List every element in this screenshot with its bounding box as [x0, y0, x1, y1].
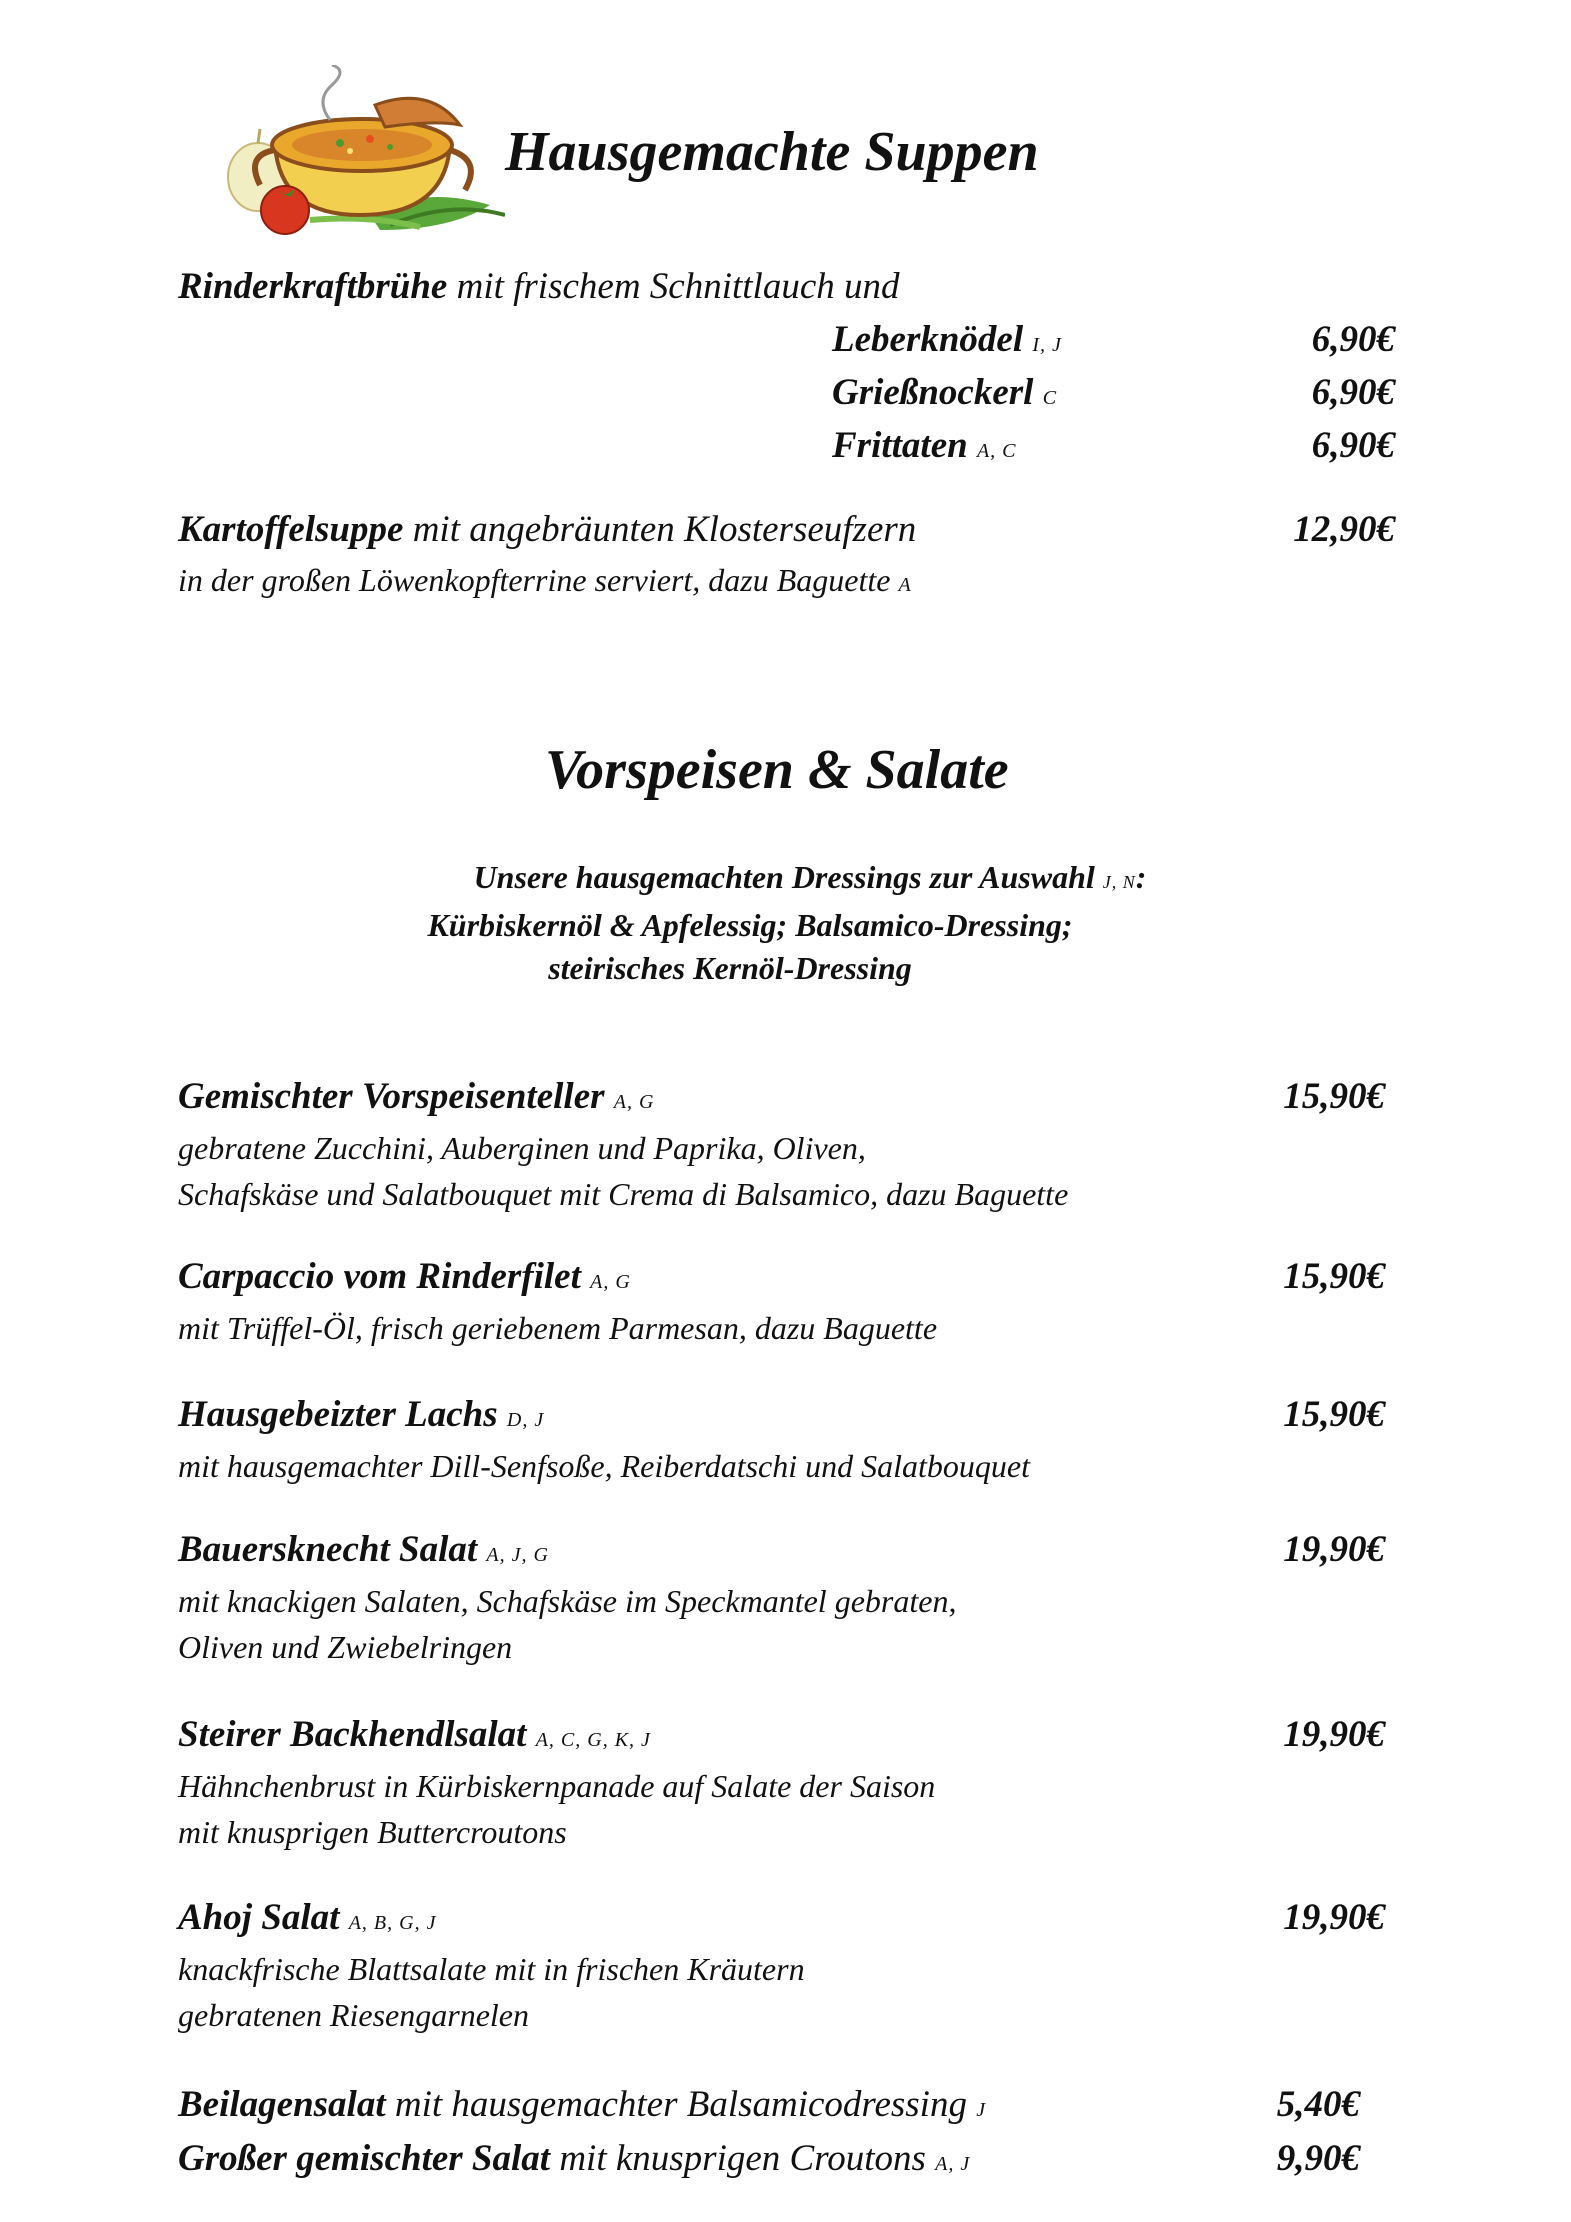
menu-item-kartoffelsuppe — [178, 508, 916, 551]
variant-name: Leberknödel — [832, 319, 1024, 360]
description-line: Oliven und Zwiebelringen — [178, 1629, 513, 1665]
price-griessnockerl: 6,90€ — [1311, 372, 1395, 413]
price-vorspeisenteller: 15,90€ — [1283, 1076, 1385, 1117]
price-lachs: 15,90€ — [1283, 1394, 1385, 1435]
item-name: Großer gemischter Salat — [178, 2138, 551, 2179]
description-line: Schafskäse und Salatbouquet mit Crema di Balsamico, dazu Baguette — [178, 1176, 1069, 1212]
allergen-codes: A, C — [976, 440, 1017, 462]
allergen-codes: J, N — [1102, 872, 1136, 892]
allergen-codes: A — [898, 574, 912, 596]
soup-pot-illustration — [220, 65, 505, 240]
item-name: Carpaccio vom Rinderfilet — [178, 1256, 581, 1297]
allergen-codes: A, J, G — [486, 1544, 549, 1566]
menu-item-rinderkraftbruehe — [178, 265, 900, 308]
section-title-vorspeisen: Vorspeisen & Salate — [545, 739, 1009, 801]
description-line: mit knusprigen Buttercroutons — [178, 1814, 567, 1850]
allergen-codes: A, G — [590, 1271, 631, 1293]
menu-item-vorspeisenteller — [178, 1075, 654, 1118]
dressings-line-2: Kürbiskernöl & Apfelessig; Balsamico-Dressing; — [427, 907, 1073, 943]
menu-item-ahoj-salat — [178, 1896, 436, 1939]
description-line: Hähnchenbrust in Kürbiskernpanade auf Salate der Saison — [178, 1768, 936, 1804]
menu-item-bauersknecht — [178, 1528, 549, 1571]
price-ahoj-salat: 19,90€ — [1283, 1897, 1385, 1938]
variant-name: Frittaten — [832, 425, 968, 466]
description-line: knackfrische Blattsalate mit in frischen Kräutern — [178, 1951, 805, 1987]
item-name: Ahoj Salat — [178, 1897, 340, 1938]
allergen-codes: C — [1042, 387, 1058, 409]
item-description: mit angebräunten Klosterseufzern — [403, 509, 917, 550]
description-line: gebratene Zucchini, Auberginen und Paprika, Oliven, — [178, 1130, 866, 1166]
price-frittaten: 6,90€ — [1311, 425, 1395, 466]
item-description-kartoffelsuppe — [178, 562, 912, 599]
item-name: Kartoffelsuppe — [178, 509, 404, 550]
dressings-note — [400, 856, 1220, 990]
price-leberknoedel: 6,90€ — [1311, 319, 1395, 360]
variant-griessnockerl — [832, 371, 1057, 414]
description-text: in der großen Löwenkopfterrine serviert, dazu Baguette — [178, 562, 891, 598]
dressings-heading: Unsere hausgemachten Dressings zur Auswahl — [473, 859, 1095, 895]
item-name: Hausgebeizter Lachs — [178, 1394, 498, 1435]
menu-item-beilagensalat — [178, 2083, 986, 2126]
dressings-line-3: steirisches Kernöl-Dressing — [548, 950, 912, 986]
allergen-codes: A, J — [935, 2153, 971, 2175]
item-name: Bauersknecht Salat — [178, 1529, 478, 1570]
item-description: mit knusprigen Croutons — [550, 2138, 926, 2179]
price-gemischter-salat: 9,90€ — [1276, 2138, 1360, 2179]
price-backhendlsalat: 19,90€ — [1283, 1714, 1385, 1755]
item-name: Rinderkraftbrühe — [178, 266, 448, 307]
item-description: mit frischem Schnittlauch und — [447, 266, 900, 307]
allergen-codes: J — [976, 2099, 987, 2121]
menu-item-backhendlsalat — [178, 1713, 651, 1756]
dressings-colon: : — [1135, 859, 1147, 895]
allergen-codes: A, B, G, J — [348, 1912, 437, 1934]
variant-frittaten — [832, 424, 1017, 467]
description-line: mit Trüffel-Öl, frisch geriebenem Parmesan, dazu Baguette — [178, 1310, 938, 1346]
price-beilagensalat: 5,40€ — [1276, 2084, 1360, 2125]
variant-name: Grießnockerl — [832, 372, 1034, 413]
dressings-line-1 — [400, 856, 1220, 904]
menu-item-carpaccio — [178, 1255, 631, 1298]
menu-item-gemischter-salat — [178, 2137, 970, 2180]
item-name: Beilagensalat — [178, 2084, 386, 2125]
description-line: mit knackigen Salaten, Schafskäse im Speckmantel gebraten, — [178, 1583, 957, 1619]
item-name: Gemischter Vorspeisenteller — [178, 1076, 605, 1117]
item-name: Steirer Backhendlsalat — [178, 1714, 527, 1755]
allergen-codes: A, C, G, K, J — [535, 1729, 651, 1751]
price-bauersknecht: 19,90€ — [1283, 1529, 1385, 1570]
item-description: mit hausgemachter Balsamicodressing — [385, 2084, 967, 2125]
price-kartoffelsuppe: 12,90€ — [1293, 509, 1395, 550]
allergen-codes: D, J — [506, 1409, 545, 1431]
price-carpaccio: 15,90€ — [1283, 1256, 1385, 1297]
description-line: gebratenen Riesengarnelen — [178, 1997, 529, 2033]
allergen-codes: I, J — [1032, 334, 1062, 356]
allergen-codes: A, G — [613, 1091, 655, 1113]
description-line: mit hausgemachter Dill-Senfsoße, Reiberdatschi und Salatbouquet — [178, 1448, 1031, 1484]
section-title-suppen: Hausgemachte Suppen — [505, 121, 1039, 183]
menu-item-lachs — [178, 1393, 544, 1436]
variant-leberknoedel — [832, 318, 1062, 361]
